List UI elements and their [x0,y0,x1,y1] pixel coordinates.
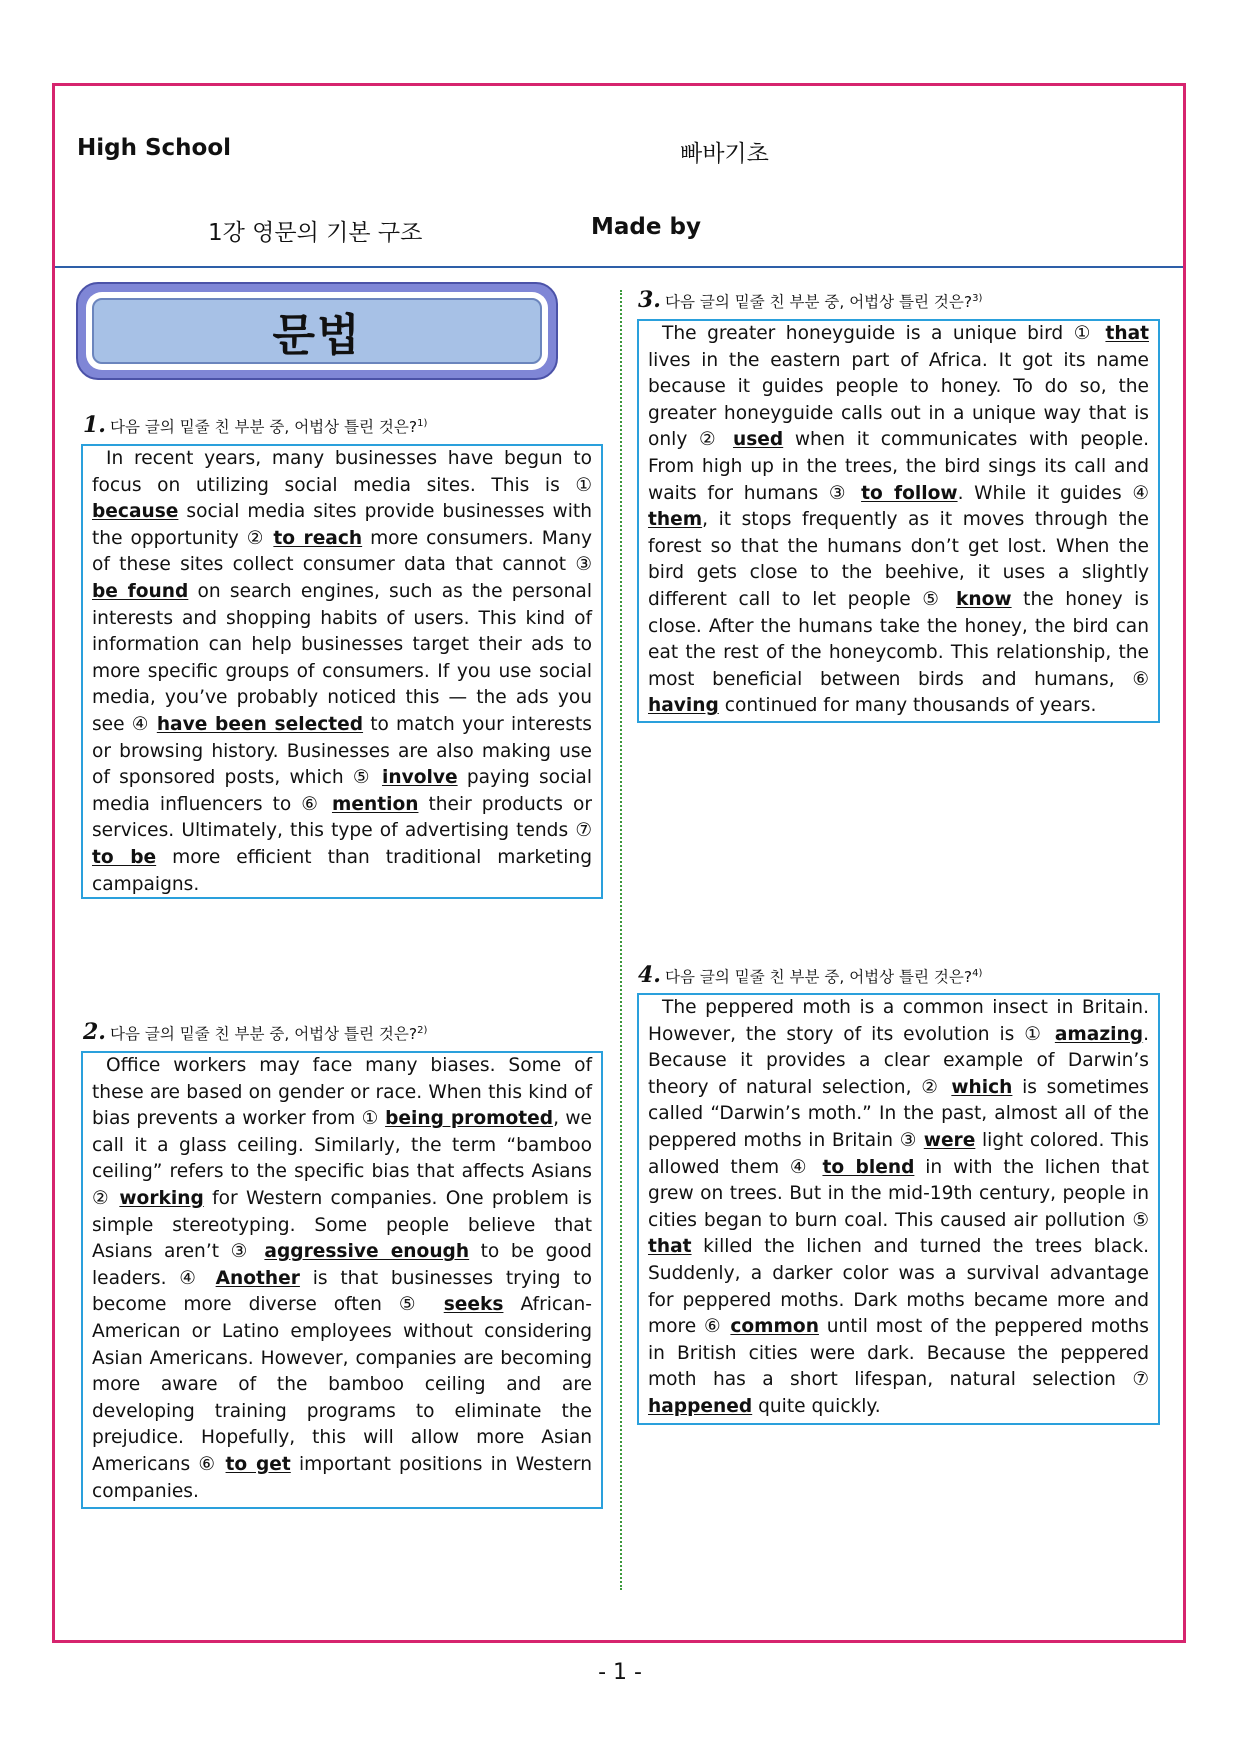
question-2-prompt: 다음 글의 밑줄 친 부분 중, 어법상 틀린 것은? [109,1025,418,1043]
header-book-title: 빠바기초 [680,141,769,167]
underlined-answer-choice: to get [225,1453,291,1475]
question-4-text: The peppered moth is a common insect in Britain. However, the story of its evolution is ① amazing. Because it provides a clear example of Darwin’s theory of natural selection, ② which is sometimes called “Darwin’s moth.” In the past, almost all of the peppered moths in Britain ③ were light colored. This allowed them ④ to blend in with the lichen that grew on trees. But in the mid-19th century, people in cities began to burn coal. This caused air pollution ⑤ that killed the lichen and turned the trees black. Suddenly, a darker color was a survival advantage for peppered moths. Dark moths became more and more ⑥ common until most of the peppered moths in British cities were dark. Because the peppered moth has a short lifespan, natural selection ⑦ happened quite quickly. [648,997,1149,1417]
underlined-answer-choice: aggressive enough [264,1241,470,1263]
underlined-answer-choice: which [951,1076,1013,1098]
question-3-number: 3. [638,287,661,313]
underlined-answer-choice: involve [382,767,458,789]
underlined-answer-choice: amazing [1054,1023,1144,1045]
underlined-answer-choice: used [732,429,784,451]
column-divider [620,290,622,1590]
header-made-by: Made by [591,214,701,240]
question-2-footnote: 2) [417,1024,428,1036]
underlined-answer-choice: know [956,588,1012,610]
underlined-answer-choice: to reach [273,527,363,549]
header-rule [55,266,1183,268]
underlined-answer-choice: because [92,501,179,523]
underlined-answer-choice: Another [215,1267,300,1289]
question-3-footnote: 3) [972,292,983,304]
underlined-answer-choice: to follow [861,482,958,504]
underlined-answer-choice: working [119,1187,204,1209]
question-1-title [83,412,427,438]
underlined-answer-choice: being promoted [385,1108,554,1130]
question-3-prompt: 다음 글의 밑줄 친 부분 중, 어법상 틀린 것은? [664,293,973,311]
question-1-footnote: 1) [417,417,428,429]
underlined-answer-choice: seeks [443,1294,504,1316]
question-1-prompt: 다음 글의 밑줄 친 부분 중, 어법상 틀린 것은? [109,418,418,436]
question-4-title [638,962,982,988]
question-1-text: In recent years, many businesses have begun to focus on utilizing social media sites. This is ① because social media sites provide businesses with the opportunity ② to reach more consumers. Many of these sites collect consumer data that cannot ③ be found on search engines, such as the personal interests and shopping habits of users. This kind of information can help businesses target their ads to more specific groups of consumers. If you use social media, you’ve probably noticed this — the ads you see ④ have been selected to match your interests or browsing history. Businesses are also making use of sponsored posts, which ⑤ involve paying social media influencers to ⑥ mention their products or services. Ultimately, this type of advertising tends ⑦ to be more efficient than traditional marketing campaigns. [92,448,592,895]
question-2-title [83,1019,427,1045]
underlined-answer-choice: happened [648,1395,753,1417]
question-2-text: Office workers may face many biases. Some of these are based on gender or race. When this kind of bias prevents a worker from ① being promoted, we call it a glass ceiling. Similarly, the term “bamboo ceiling” refers to the specific bias that affects Asians ② working for Western companies. One problem is simple stereotyping. Some people believe that Asians aren’t ③ aggressive enough to be good leaders. ④ Another is that businesses trying to become more diverse often ⑤ seeks African-American or Latino employees without considering Asian Americans. However, companies are becoming more aware of the bamboo ceiling and are developing training programs to eliminate the prejudice. Hopefully, this will allow more Asian Americans ⑥ to get important positions in Western companies. [92,1055,593,1502]
question-2-passage [81,1051,603,1509]
question-1-passage [81,444,603,899]
underlined-answer-choice: to blend [822,1156,915,1178]
question-1-number: 1. [83,412,106,438]
underlined-answer-choice: that [648,1236,692,1258]
header-lesson: 1강 영문의 기본 구조 [208,220,423,246]
question-4-number: 4. [638,962,661,988]
section-banner [76,282,558,380]
question-3-title [638,287,982,313]
underlined-answer-choice: that [1105,323,1149,344]
underlined-answer-choice: be found [92,580,189,602]
underlined-answer-choice: common [730,1316,819,1338]
question-3-text: The greater honeyguide is a unique bird ① that lives in the eastern part of Africa. It got its name because it guides people to honey. To do so, the greater honeyguide calls out in a unique way that is only ② used when it communicates with people. From high up in the trees, the bird sings its call and waits for humans ③ to follow. While it guides ④ them, it stops frequently as it moves through the forest so that the humans don’t get lost. When the bird gets close to the beehive, it uses a slightly different call to let people ⑤ know the honey is close. After the humans take the honey, the bird can eat the rest of the honeycomb. This relationship, the most beneficial between birds and humans, ⑥ having continued for many thousands of years. [648,323,1150,717]
underlined-answer-choice: mention [331,793,419,815]
underlined-answer-choice: were [923,1129,976,1151]
question-2-number: 2. [83,1019,106,1045]
page-number: - 1 - [598,1660,642,1685]
question-4-prompt: 다음 글의 밑줄 친 부분 중, 어법상 틀린 것은? [664,968,973,986]
header-school: High School [77,135,232,161]
question-3-passage [637,319,1160,723]
underlined-answer-choice: have been selected [156,713,364,735]
underlined-answer-choice: them [648,509,703,531]
underlined-answer-choice: having [648,695,719,717]
underlined-answer-choice: to be [92,846,157,868]
question-4-passage [637,993,1160,1425]
section-banner-title: 문법 [272,310,362,361]
question-4-footnote: 4) [972,967,983,979]
